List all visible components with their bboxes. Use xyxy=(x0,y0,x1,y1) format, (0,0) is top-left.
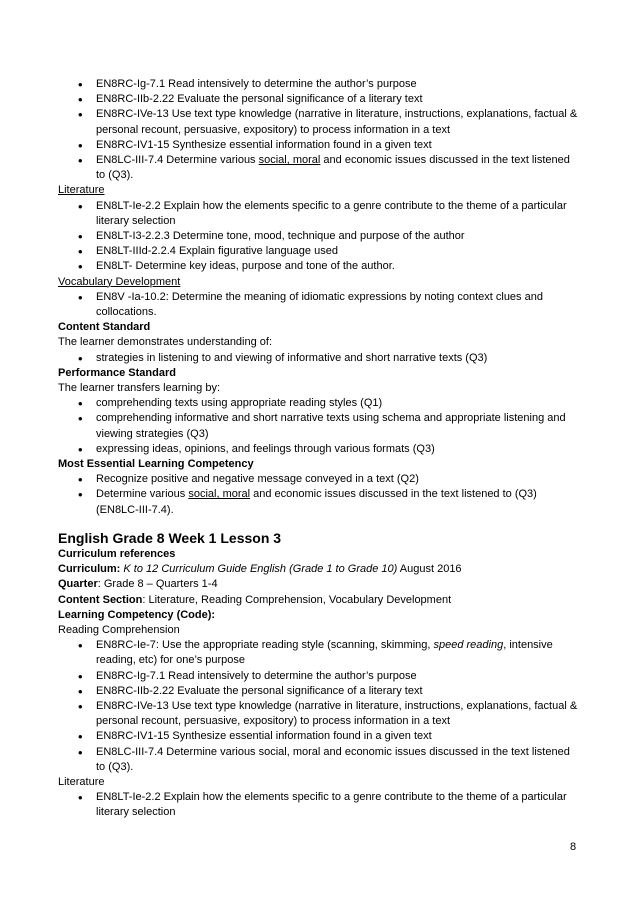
item-text: EN8LC-III-7.4 Determine various xyxy=(96,154,259,167)
quarter-line xyxy=(58,577,578,592)
list-item: • EN8LT-I3-2.2.3 Determine tone, mood, technique and purpose of the author xyxy=(58,229,578,244)
list-item: • EN8RC-Ig-7.1 Read intensively to determine the author’s purpose xyxy=(58,669,578,684)
underlined-text: social, moral xyxy=(188,488,251,501)
list-item xyxy=(58,487,578,517)
list-item: • EN8RC-IVe-13 Use text type knowledge (narrative in literature, instructions, explanations, factual & personal recount, persuasive, expository) to process information in a text xyxy=(58,107,578,137)
list-item: • EN8V -Ia-10.2: Determine the meaning of idiomatic expressions by noting context clues and collocations. xyxy=(58,290,578,320)
vocabulary-heading: Vocabulary Development xyxy=(58,275,181,288)
list-item: • EN8RC-Ig-7.1 Read intensively to determine the author’s purpose xyxy=(58,77,578,92)
list-item: • comprehending informative and short narrative texts using schema and appropriate listening and viewing strategies (Q3) xyxy=(58,411,578,441)
performance-standard-list xyxy=(58,396,578,457)
list-item: • EN8LT-IIId-2.2.4 Explain figurative language used xyxy=(58,244,578,259)
list-item: • EN8LT-Ie-2.2 Explain how the elements specific to a genre contribute to the theme of a particular literary selection xyxy=(58,199,578,229)
lesson-reading-comprehension-list xyxy=(58,638,578,775)
melc-heading: Most Essential Learning Competency xyxy=(58,458,254,471)
lesson-title: English Grade 8 Week 1 Lesson 3 xyxy=(58,529,282,546)
underlined-text: social, moral xyxy=(258,154,321,167)
performance-standard-heading: Performance Standard xyxy=(58,366,176,379)
list-item xyxy=(58,153,578,183)
reading-comprehension-list xyxy=(58,77,578,183)
list-item: • EN8LT- Determine key ideas, purpose and tone of the author. xyxy=(58,259,578,274)
lesson-literature-heading: Literature xyxy=(58,775,105,788)
lesson-literature-list xyxy=(58,790,578,820)
quarter-label: Quarter xyxy=(58,578,98,591)
vocabulary-list xyxy=(58,290,578,320)
list-item: • Recognize positive and negative message conveyed in a text (Q2) xyxy=(58,472,578,487)
list-item: • EN8RC-IIb-2.22 Evaluate the personal significance of a literary text xyxy=(58,684,578,699)
item-text: Determine various xyxy=(96,488,189,501)
list-item: • comprehending texts using appropriate reading styles (Q1) xyxy=(58,396,578,411)
item-text: and economic issues discussed in the text listened to (Q3). xyxy=(96,154,570,182)
list-item: • EN8LC-III-7.4 Determine various social, moral and economic issues discussed in the text listened to (Q3). xyxy=(58,745,578,775)
learning-competency-code-label: Learning Competency (Code): xyxy=(58,608,216,621)
literature-list xyxy=(58,199,578,275)
item-text: and economic issues discussed in the text listened to (Q3) (EN8LC-III-7.4). xyxy=(96,488,537,516)
page-content xyxy=(58,77,578,821)
list-item: • EN8RC-IV1-15 Synthesize essential information found in a given text xyxy=(58,729,578,744)
list-item: • EN8RC-IVe-13 Use text type knowledge (narrative in literature, instructions, explanations, factual & personal recount, persuasive, expository) to process information in a text xyxy=(58,699,578,729)
curriculum-line xyxy=(58,562,578,577)
curriculum-guide-title: K to 12 Curriculum Guide English (Grade 1 to Grade 10) xyxy=(123,563,398,576)
italic-text: speed reading xyxy=(433,639,504,652)
literature-heading: Literature xyxy=(58,184,105,197)
list-item: • expressing ideas, opinions, and feelings through various formats (Q3) xyxy=(58,442,578,457)
content-section-label: Content Section xyxy=(58,593,143,606)
list-item: • EN8RC-IV1-15 Synthesize essential information found in a given text xyxy=(58,138,578,153)
page-number: 8 xyxy=(570,841,577,853)
item-text: , intensive reading, etc) for one’s purpose xyxy=(96,639,553,667)
melc-list xyxy=(58,472,578,518)
reading-comprehension-heading: Reading Comprehension xyxy=(58,623,180,636)
curriculum-label: Curriculum: xyxy=(58,563,121,576)
list-item: • EN8RC-IIb-2.22 Evaluate the personal significance of a literary text xyxy=(58,92,578,107)
list-item: • EN8LT-Ie-2.2 Explain how the elements specific to a genre contribute to the theme of a particular literary selection xyxy=(58,790,578,820)
item-text: EN8RC-Ie-7: Use the appropriate reading style (scanning, skimming, xyxy=(96,639,434,652)
content-section-value: : Literature, Reading Comprehension, Vocabulary Development xyxy=(142,593,452,606)
list-item xyxy=(58,638,578,668)
curriculum-references-label: Curriculum references xyxy=(58,547,176,560)
list-item: • strategies in listening to and viewing of informative and short narrative texts (Q3) xyxy=(58,351,578,366)
curriculum-date: August 2016 xyxy=(397,563,462,576)
quarter-value: : Grade 8 – Quarters 1-4 xyxy=(97,578,218,591)
content-section-line xyxy=(58,593,578,608)
content-standard-list xyxy=(58,351,578,366)
content-standard-heading: Content Standard xyxy=(58,321,151,334)
content-standard-intro: The learner demonstrates understanding of: xyxy=(58,336,273,349)
performance-standard-intro: The learner transfers learning by: xyxy=(58,382,221,395)
